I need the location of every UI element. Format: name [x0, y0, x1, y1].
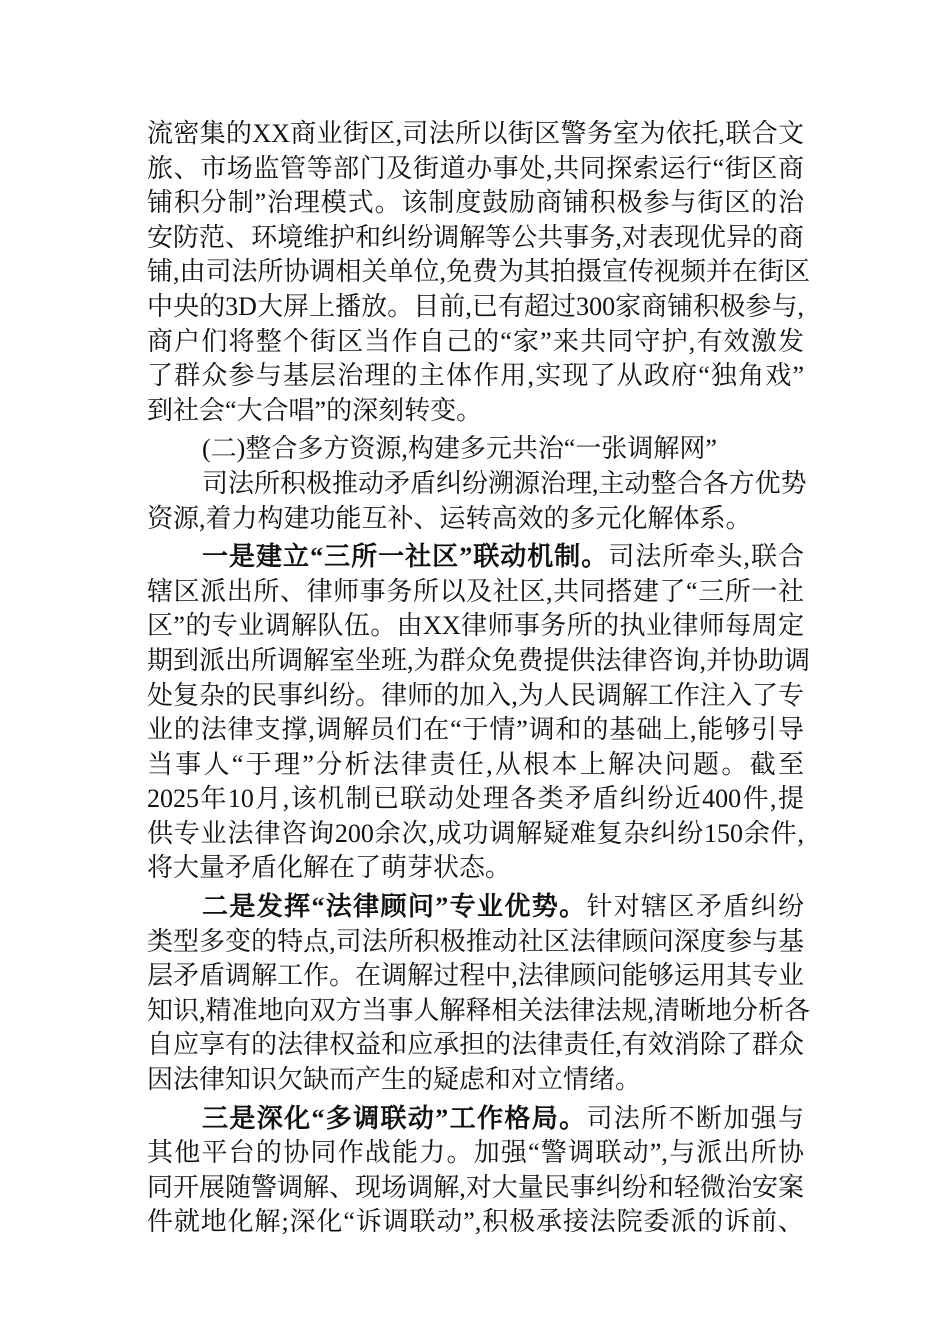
text-line [147, 540, 804, 575]
text-line: 当事人“于理”分析法律责任,从根本上解决问题。截至 [147, 749, 804, 779]
paragraph-shop-points [147, 117, 811, 428]
text-line: 业的法律支撑,调解员们在“于情”调和的基础上,能够引导 [147, 715, 804, 745]
text-line: 了群众参与基层治理的主体作用,实现了从政府“独角戏” [147, 361, 804, 391]
text-line: 司法所积极推动矛盾纠纷溯源治理,主动整合各方优势 [202, 468, 807, 498]
text-line: 同开展随警调解、现场调解,对大量民事纠纷和轻微治安案 [147, 1172, 804, 1202]
text-line: 流密集的XX商业街区,司法所以街区警务室为依托,联合文 [147, 119, 804, 148]
text-line: 铺积分制”治理模式。该制度鼓励商铺积极参与街区的治 [147, 188, 804, 218]
text-line: 中央的3D大屏上播放。目前,已有超过300家商铺积极参与, [147, 291, 804, 321]
paragraph-intro [147, 467, 807, 536]
text-line: 将大量矛盾化解在了萌芽状态。 [147, 853, 512, 883]
document-page [147, 117, 811, 1240]
text-line: 因法律知识欠缺而产生的疑虑和对立情绪。 [147, 1065, 642, 1095]
text-line: 区”的专业调解队伍。由XX律师事务所的执业律师每周定 [147, 611, 804, 641]
text-line: 其他平台的协同作战能力。加强“警调联动”,与派出所协 [147, 1138, 804, 1168]
text-line: 辖区派出所、律师事务所以及社区,共同搭建了“三所一社 [147, 576, 804, 606]
text-span: 司法所不断加强与 [586, 1103, 804, 1133]
bold-lead: 一是建立“三所一社区”联动机制。 [202, 542, 609, 572]
text-line: 层矛盾调解工作。在调解过程中,法律顾问能够运用其专业 [147, 961, 804, 991]
paragraph-three-offices [147, 540, 811, 886]
text-line: 自应享有的法律权益和应承担的法律责任,有效消除了群众 [147, 1030, 804, 1060]
text-line: 供专业法律咨询200余次,成功调解疑难复杂纠纷150余件, [147, 818, 804, 848]
text-line [147, 890, 804, 925]
paragraph-legal-advisor [147, 890, 811, 1098]
text-span: 针对辖区矛盾纠纷 [586, 892, 804, 922]
text-line: 资源,着力构建功能互补、运转高效的多元化解体系。 [147, 503, 752, 533]
text-line: 旅、市场监管等部门及街道办事处,共同探索运行“街区商 [147, 153, 804, 183]
text-line: 类型多变的特点,司法所积极推动社区法律顾问深度参与基 [147, 926, 804, 956]
text-line: 期到派出所调解室坐班,为群众免费提供法律咨询,并协助调 [147, 645, 811, 675]
text-line: 知识,精准地向双方当事人解释相关法律法规,清晰地分析各 [147, 995, 811, 1025]
bold-lead: 二是发挥“法律顾问”专业优势。 [202, 892, 587, 922]
text-line: 件就地化解;深化“诉调联动”,积极承接法院委派的诉前、 [147, 1207, 804, 1237]
section-heading: (二)整合多方资源,构建多元共治“一张调解网” [202, 434, 717, 464]
text-line: 安防范、环境维护和纠纷调解等公共事务,对表现优异的商 [147, 222, 804, 252]
text-line: 2025年10月,该机制已联动处理各类矛盾纠纷近400件,提 [147, 784, 804, 814]
text-line [147, 1102, 804, 1137]
text-line: 商户们将整个街区当作自己的“家”来共同守护,有效激发 [147, 326, 804, 356]
bold-lead: 三是深化“多调联动”工作格局。 [202, 1103, 587, 1133]
text-span: 司法所牵头,联合 [608, 542, 804, 572]
text-line: 铺,由司法所协调相关单位,免费为其拍摄宣传视频并在街区 [147, 257, 811, 287]
text-line: 到社会“大合唱”的深刻转变。 [147, 395, 483, 425]
text-line: 处复杂的民事纠纷。律师的加入,为人民调解工作注入了专 [147, 680, 804, 710]
paragraph-multi-mediation [147, 1102, 804, 1240]
